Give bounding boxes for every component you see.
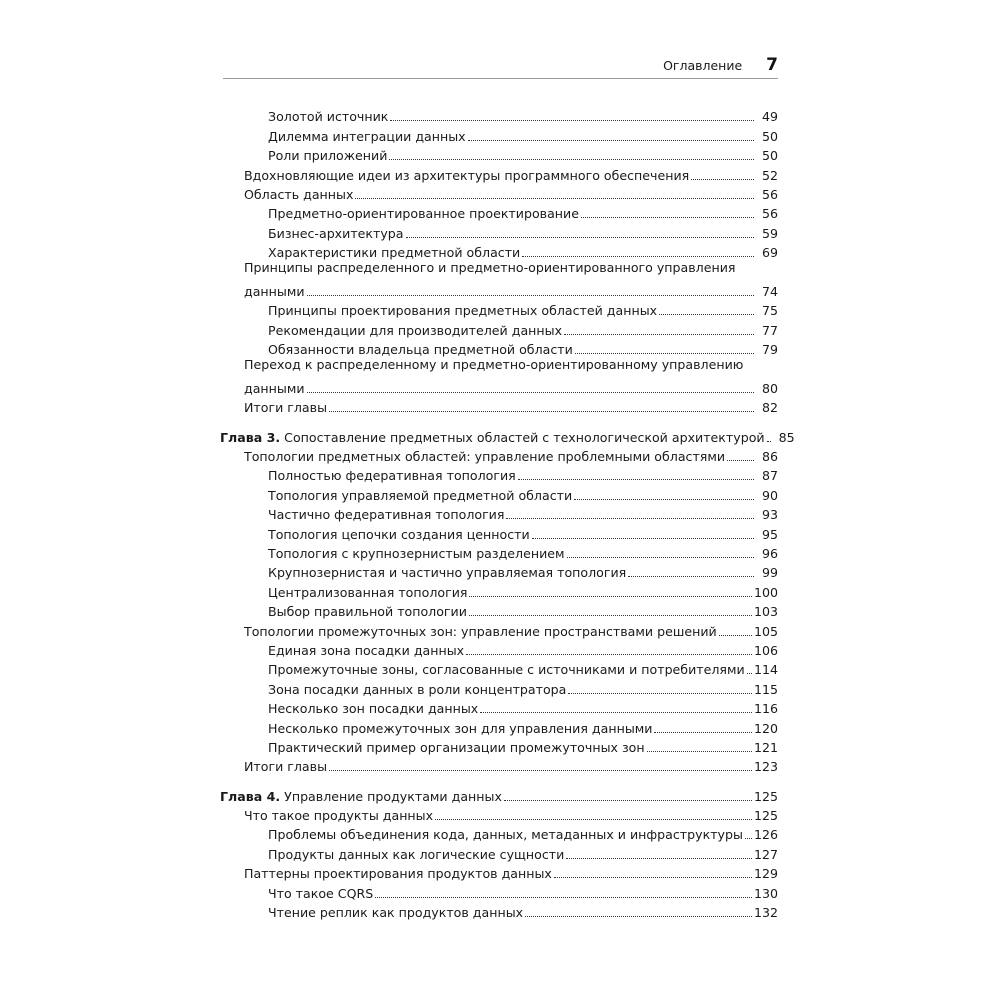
toc-page-number: 90 — [761, 487, 778, 503]
toc-entry — [220, 862, 778, 881]
toc-page-number: 80 — [761, 380, 778, 396]
dot-leader — [568, 692, 752, 694]
toc-entry-title — [220, 789, 504, 804]
dot-leader — [659, 313, 754, 315]
dot-leader — [522, 255, 754, 257]
toc-page-number: 85 — [778, 429, 795, 445]
toc-entry-title: Характеристики предметной области — [268, 245, 521, 261]
toc-entry — [220, 619, 778, 638]
toc-entry-title: Принципы проектирования предметных областей данных — [268, 303, 658, 319]
toc-entry — [220, 124, 778, 143]
dot-leader — [567, 556, 754, 558]
dot-leader — [581, 216, 754, 218]
toc-page-number: 114 — [753, 662, 778, 678]
toc-page-number: 115 — [753, 681, 778, 697]
toc-entry-title: Что такое продукты данных — [244, 808, 434, 824]
toc-entry-title: Единая зона посадки данных — [268, 642, 465, 658]
toc-entry-title — [220, 430, 767, 445]
dot-leader — [506, 517, 754, 519]
toc-entry-title: Итоги главы — [244, 759, 328, 775]
toc-chapter-entry — [220, 784, 778, 803]
toc-entry-title: Обязанности владельца предметной области — [268, 342, 573, 358]
toc-page-number: 50 — [761, 148, 778, 164]
dot-leader — [468, 139, 754, 141]
toc-entry-title: Выбор правильной топологии — [268, 604, 467, 620]
toc-entry — [220, 522, 778, 541]
toc-entry-title: Топологии промежуточных зон: управление пространствами решений — [244, 623, 717, 639]
toc-page-number: 95 — [761, 526, 778, 542]
dot-leader — [307, 391, 754, 393]
dot-leader — [564, 333, 754, 335]
toc-page-number: 56 — [761, 206, 778, 222]
toc-page-number: 100 — [753, 584, 778, 600]
header-title: Оглавление — [663, 57, 743, 73]
toc-entry-title: Золотой источник — [268, 109, 389, 125]
toc-entry-title: Проблемы объединения кода, данных, метаданных и инфраструктуры — [268, 827, 743, 843]
toc-entry — [220, 716, 778, 735]
toc-page-number: 105 — [753, 623, 778, 639]
toc-entry — [220, 260, 778, 299]
dot-leader — [329, 410, 754, 412]
toc-entry-title: Топологии предметных областей: управление проблемными областями — [244, 449, 726, 465]
toc-page-number: 82 — [761, 400, 778, 416]
toc-page-number: 49 — [761, 109, 778, 125]
toc-page-number: 93 — [761, 507, 778, 523]
dot-leader — [554, 876, 752, 878]
dot-leader — [566, 857, 752, 859]
dot-leader — [307, 294, 754, 296]
toc-entry-title: Итоги главы — [244, 400, 328, 416]
toc-entry — [220, 600, 778, 619]
toc-page-number: 56 — [761, 186, 778, 202]
page-number: 7 — [766, 55, 778, 75]
toc-entry — [220, 183, 778, 202]
toc-entry-title: Несколько зон посадки данных — [268, 701, 479, 717]
dot-leader — [329, 769, 752, 771]
toc-entry — [220, 901, 778, 920]
toc-entry-title: Промежуточные зоны, согласованные с источниками и потребителями — [268, 662, 745, 678]
toc-entry — [220, 221, 778, 240]
toc-page-number: 96 — [761, 546, 778, 562]
toc-entry-title: данными — [244, 283, 305, 299]
dot-leader — [727, 459, 754, 461]
toc-page-number: 123 — [753, 759, 778, 775]
toc-page-number: 120 — [753, 720, 778, 736]
dot-leader — [575, 352, 754, 354]
toc-page-number: 77 — [761, 322, 778, 338]
toc-page-number: 87 — [761, 468, 778, 484]
toc-entry — [220, 755, 778, 774]
dot-leader — [389, 158, 754, 160]
toc-chapter-entry — [220, 425, 795, 445]
dot-leader — [745, 837, 752, 839]
toc-page-number: 103 — [753, 604, 778, 620]
toc-page-number: 86 — [761, 449, 778, 465]
toc-page-number: 125 — [753, 808, 778, 824]
toc-entry-title: Крупнозернистая и частично управляемая топология — [268, 565, 627, 581]
dot-leader — [691, 178, 754, 180]
table-of-contents — [220, 105, 795, 921]
toc-entry — [220, 881, 778, 900]
toc-entry — [220, 697, 778, 716]
toc-entry-title: Частично федеративная топология — [268, 507, 505, 523]
toc-entry-title: Полностью федеративная топология — [268, 468, 516, 484]
chapter-label: Глава 3. — [220, 429, 281, 445]
toc-entry-title: Топология управляемой предметной области — [268, 487, 573, 503]
toc-entry-title: Несколько промежуточных зон для управления данными — [268, 720, 653, 736]
toc-page-number: 106 — [753, 642, 778, 658]
toc-page-number: 125 — [753, 788, 778, 804]
toc-entry — [220, 357, 778, 396]
toc-entry — [220, 241, 778, 260]
dot-leader — [532, 537, 754, 539]
toc-page-number: 116 — [753, 701, 778, 717]
toc-entry-title: Дилемма интеграции данных — [268, 128, 466, 144]
dot-leader — [355, 197, 754, 199]
dot-leader — [469, 614, 752, 616]
toc-entry — [220, 804, 778, 823]
dot-leader — [525, 915, 752, 917]
toc-page-number: 74 — [761, 283, 778, 299]
toc-entry — [220, 464, 778, 483]
dot-leader — [628, 575, 754, 577]
toc-entry-title: Рекомендации для производителей данных — [268, 322, 563, 338]
toc-entry — [220, 105, 778, 124]
dot-leader — [466, 653, 752, 655]
toc-entry — [220, 318, 778, 337]
toc-entry-title: Вдохновляющие идеи из архитектуры программного обеспечения — [244, 167, 690, 183]
toc-entry-title: Практический пример организации промежуточных зон — [268, 739, 645, 755]
dot-leader — [719, 634, 752, 636]
toc-entry-title: Предметно-ориентированное проектирование — [268, 206, 579, 222]
toc-page-number: 129 — [753, 866, 778, 882]
toc-entry-title: Роли приложений — [268, 148, 388, 164]
toc-page-number: 121 — [753, 739, 778, 755]
dot-leader — [574, 498, 754, 500]
toc-entry — [220, 842, 778, 861]
toc-entry-title: Бизнес-архитектура — [268, 225, 404, 241]
running-header — [223, 52, 778, 79]
dot-leader — [480, 711, 752, 713]
dot-leader — [375, 896, 752, 898]
dot-leader — [518, 478, 754, 480]
toc-entry-title-line1: Переход к распределенному и предметно-ориентированному управлению — [244, 357, 744, 373]
toc-entry-title: Продукты данных как логические сущности — [268, 846, 565, 862]
toc-entry-title: Централизованная топология — [268, 584, 468, 600]
toc-entry — [220, 445, 778, 464]
toc-entry-title: Топология с крупнозернистым разделением — [268, 546, 565, 562]
dot-leader — [654, 731, 752, 733]
toc-entry — [220, 658, 778, 677]
chapter-title: Сопоставление предметных областей с технологической архитектурой — [280, 429, 765, 445]
toc-page-number: 99 — [761, 565, 778, 581]
toc-entry-title: Что такое CQRS — [268, 885, 374, 901]
dot-leader — [469, 595, 751, 597]
toc-page-number: 132 — [753, 905, 778, 921]
toc-entry — [220, 542, 778, 561]
toc-entry — [220, 503, 778, 522]
chapter-title: Управление продуктами данных — [280, 788, 502, 804]
toc-entry — [220, 396, 778, 415]
toc-entry — [220, 561, 778, 580]
toc-entry — [220, 202, 778, 221]
toc-entry — [220, 299, 778, 318]
dot-leader — [647, 750, 752, 752]
toc-entry-title: Паттерны проектирования продуктов данных — [244, 866, 552, 882]
toc-entry — [220, 677, 778, 696]
toc-page-number: 126 — [753, 827, 778, 843]
toc-entry-title: Топология цепочки создания ценности — [268, 526, 530, 542]
toc-entry — [220, 144, 778, 163]
toc-entry-title: данными — [244, 380, 305, 396]
toc-page-number: 52 — [761, 167, 778, 183]
toc-entry-title: Область данных — [244, 186, 354, 202]
toc-page-number: 50 — [761, 128, 778, 144]
toc-entry — [220, 823, 778, 842]
toc-entry — [220, 580, 778, 599]
toc-page-number: 130 — [753, 885, 778, 901]
toc-entry-title: Зона посадки данных в роли концентратора — [268, 681, 567, 697]
toc-entry — [220, 483, 778, 502]
dot-leader — [406, 236, 754, 238]
toc-entry-title-line1: Принципы распределенного и предметно-ориентированного управления — [244, 260, 736, 276]
toc-entry-title: Чтение реплик как продуктов данных — [268, 905, 524, 921]
toc-entry — [220, 163, 778, 182]
dot-leader — [504, 799, 752, 801]
chapter-label: Глава 4. — [220, 788, 281, 804]
toc-entry — [220, 338, 778, 357]
dot-leader — [390, 119, 754, 121]
toc-page-number: 127 — [753, 846, 778, 862]
toc-page-number: 75 — [761, 303, 778, 319]
toc-page-number: 79 — [761, 342, 778, 358]
toc-page-number: 59 — [761, 225, 778, 241]
dot-leader — [435, 818, 752, 820]
toc-entry — [220, 736, 778, 755]
toc-entry — [220, 639, 778, 658]
toc-page-number: 69 — [761, 245, 778, 261]
